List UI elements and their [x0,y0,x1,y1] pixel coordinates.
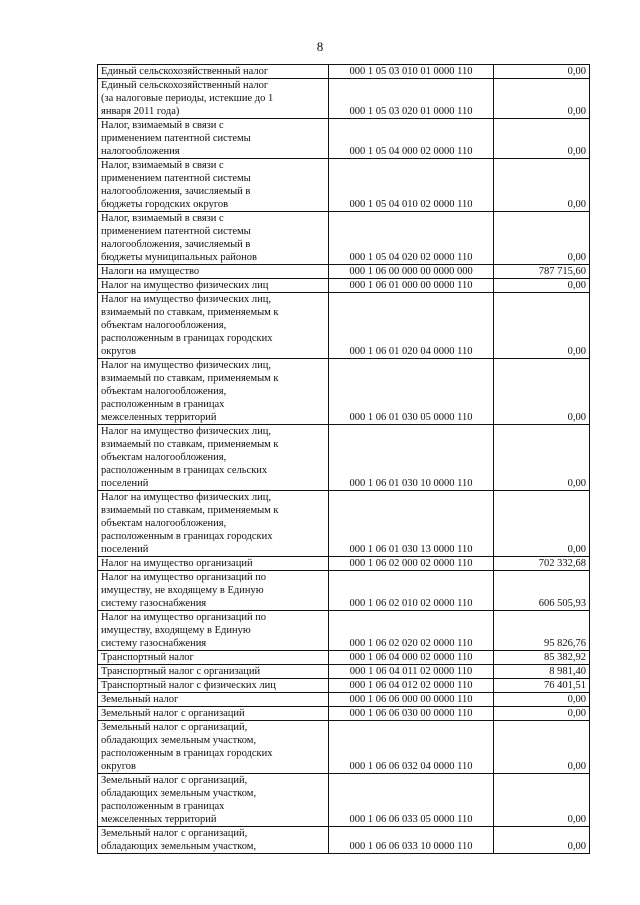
budget-code-cell: 000 1 06 04 011 02 0000 110 [329,665,494,679]
budget-code-cell: 000 1 06 02 000 02 0000 110 [329,557,494,571]
budget-code-cell: 000 1 06 06 030 00 0000 110 [329,707,494,721]
amount-cell: 606 505,93 [494,571,590,611]
budget-code-cell: 000 1 06 06 033 05 0000 110 [329,774,494,827]
amount-cell: 0,00 [494,359,590,425]
amount-cell: 0,00 [494,279,590,293]
revenue-name-cell: Транспортный налог [98,651,329,665]
table-row [98,571,590,611]
revenue-name-cell: Налог на имущество физических лиц, взимаемый по ставкам, применяемым к объектам налогообложения, расположенным в границах городских округов [98,293,329,359]
table-row [98,707,590,721]
revenue-name-cell: Налог на имущество физических лиц [98,279,329,293]
table-row [98,693,590,707]
table-row [98,491,590,557]
budget-code-cell: 000 1 05 04 020 02 0000 110 [329,212,494,265]
amount-cell: 0,00 [494,774,590,827]
amount-cell: 0,00 [494,425,590,491]
table-row [98,212,590,265]
revenue-name-cell: Налог на имущество физических лиц, взимаемый по ставкам, применяемым к объектам налогообложения, расположенным в границах межселенных территорий [98,359,329,425]
revenue-name-cell: Земельный налог с организаций, обладающих земельным участком, [98,827,329,854]
budget-code-cell: 000 1 06 00 000 00 0000 000 [329,265,494,279]
revenue-name-cell: Налог, взимаемый в связи с применением патентной системы налогообложения, зачисляемый в бюджеты городских округов [98,159,329,212]
amount-cell: 76 401,51 [494,679,590,693]
revenue-name-cell: Налог, взимаемый в связи с применением патентной системы налогообложения [98,119,329,159]
revenue-name-cell: Единый сельскохозяйственный налог (за налоговые периоды, истекшие до 1 января 2011 года) [98,79,329,119]
budget-revenue-table [97,64,590,854]
amount-cell: 787 715,60 [494,265,590,279]
amount-cell: 0,00 [494,721,590,774]
table-row [98,159,590,212]
budget-code-cell: 000 1 06 01 030 05 0000 110 [329,359,494,425]
budget-code-cell: 000 1 06 01 000 00 0000 110 [329,279,494,293]
budget-code-cell: 000 1 06 01 020 04 0000 110 [329,293,494,359]
revenue-name-cell: Транспортный налог с физических лиц [98,679,329,693]
budget-code-cell: 000 1 06 06 032 04 0000 110 [329,721,494,774]
table-row [98,651,590,665]
revenue-name-cell: Земельный налог [98,693,329,707]
table-row [98,79,590,119]
table-row [98,774,590,827]
table-row [98,721,590,774]
table-row [98,557,590,571]
table-row [98,65,590,79]
amount-cell: 8 981,40 [494,665,590,679]
budget-code-cell: 000 1 06 06 000 00 0000 110 [329,693,494,707]
revenue-name-cell: Налог, взимаемый в связи с применением патентной системы налогообложения, зачисляемый в бюджеты муниципальных районов [98,212,329,265]
table-row [98,279,590,293]
amount-cell: 702 332,68 [494,557,590,571]
budget-code-cell: 000 1 05 03 020 01 0000 110 [329,79,494,119]
table-row [98,359,590,425]
budget-code-cell: 000 1 06 01 030 13 0000 110 [329,491,494,557]
amount-cell: 0,00 [494,79,590,119]
revenue-name-cell: Налог на имущество физических лиц, взимаемый по ставкам, применяемым к объектам налогообложения, расположенным в границах городских поселений [98,491,329,557]
table-row [98,293,590,359]
amount-cell: 95 826,76 [494,611,590,651]
amount-cell: 0,00 [494,159,590,212]
table-row [98,679,590,693]
page-number: 8 [316,39,324,54]
budget-code-cell: 000 1 06 02 010 02 0000 110 [329,571,494,611]
budget-code-cell: 000 1 05 04 000 02 0000 110 [329,119,494,159]
amount-cell: 0,00 [494,119,590,159]
budget-code-cell: 000 1 05 03 010 01 0000 110 [329,65,494,79]
amount-cell: 0,00 [494,693,590,707]
budget-code-cell: 000 1 06 06 033 10 0000 110 [329,827,494,854]
table-row [98,119,590,159]
table-row [98,827,590,854]
budget-code-cell: 000 1 06 02 020 02 0000 110 [329,611,494,651]
table-body [98,65,590,854]
amount-cell: 0,00 [494,212,590,265]
budget-code-cell: 000 1 06 01 030 10 0000 110 [329,425,494,491]
table-row [98,425,590,491]
table-row [98,665,590,679]
table-row [98,265,590,279]
budget-code-cell: 000 1 05 04 010 02 0000 110 [329,159,494,212]
revenue-name-cell: Единый сельскохозяйственный налог [98,65,329,79]
revenue-name-cell: Налог на имущество организаций по имуществу, не входящему в Единую систему газоснабжения [98,571,329,611]
amount-cell: 0,00 [494,491,590,557]
table-row [98,611,590,651]
revenue-name-cell: Налог на имущество организаций [98,557,329,571]
revenue-name-cell: Налоги на имущество [98,265,329,279]
revenue-name-cell: Транспортный налог с организаций [98,665,329,679]
amount-cell: 0,00 [494,707,590,721]
revenue-name-cell: Земельный налог с организаций [98,707,329,721]
revenue-name-cell: Налог на имущество организаций по имуществу, входящему в Единую систему газоснабжения [98,611,329,651]
budget-code-cell: 000 1 06 04 012 02 0000 110 [329,679,494,693]
amount-cell: 0,00 [494,827,590,854]
budget-code-cell: 000 1 06 04 000 02 0000 110 [329,651,494,665]
amount-cell: 0,00 [494,65,590,79]
amount-cell: 85 382,92 [494,651,590,665]
amount-cell: 0,00 [494,293,590,359]
revenue-name-cell: Земельный налог с организаций, обладающих земельным участком, расположенным в границах межселенных территорий [98,774,329,827]
revenue-name-cell: Земельный налог с организаций, обладающих земельным участком, расположенным в границах городских округов [98,721,329,774]
revenue-name-cell: Налог на имущество физических лиц, взимаемый по ставкам, применяемым к объектам налогообложения, расположенным в границах сельских поселений [98,425,329,491]
